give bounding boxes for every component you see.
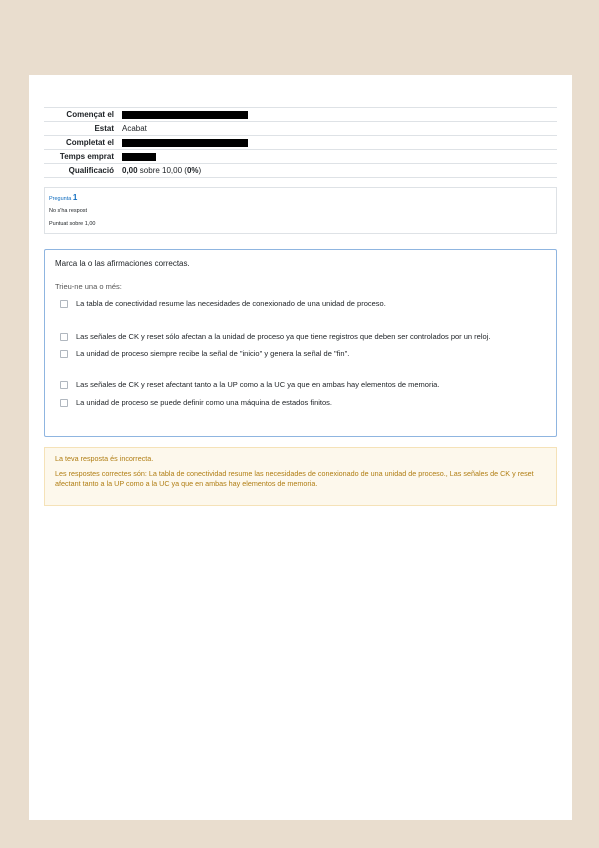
question-text: Marca la o las afirmaciones correctas. — [55, 259, 190, 268]
checkbox-icon[interactable] — [60, 350, 68, 358]
summary-row-completed — [44, 136, 557, 150]
checkbox-icon[interactable] — [60, 333, 68, 341]
answer-option-5[interactable] — [60, 398, 332, 407]
redacted-started-value — [122, 111, 248, 119]
answer-option-label: Las señales de CK y reset afectant tanto a la UP como a la UC ya que en ambas hay elementos de memoria. — [76, 380, 440, 389]
answer-option-4[interactable] — [60, 380, 439, 389]
review-page — [29, 75, 572, 820]
correct-answers-text: Les respostes correctes són: La tabla de conectividad resume las necesidades de conexionado de una unidad de proceso., Las señales de CK y reset afectant tanto a la UP como a la UC ya que en ambas hay elementos de memoria. — [55, 469, 534, 489]
question-label-text: Pregunta — [49, 196, 73, 202]
summary-row-started — [44, 108, 557, 122]
checkbox-icon[interactable] — [60, 381, 68, 389]
summary-row-time-taken — [44, 150, 557, 164]
answer-option-label: La tabla de conectividad resume las necesidades de conexionado de una unidad de proceso. — [76, 299, 386, 308]
grade-percent: 0% — [186, 166, 199, 175]
grade-out-of: sobre 10,00 ( — [137, 166, 187, 175]
answer-feedback-box — [44, 447, 557, 506]
question-info-box — [44, 187, 557, 234]
completed-label: Completat el — [65, 138, 114, 147]
answer-prompt: Trieu-ne una o més: — [55, 282, 122, 291]
answer-option-label: Las señales de CK y reset sólo afectan a la unidad de proceso ya que tiene registros que deben ser controlados por un reloj. — [76, 332, 491, 341]
time-taken-label: Temps emprat — [59, 152, 114, 161]
answer-option-3[interactable] — [60, 349, 349, 358]
state-label: Estat — [94, 124, 114, 133]
started-label: Començat el — [66, 110, 114, 119]
checkbox-icon[interactable] — [60, 300, 68, 308]
grade-value — [122, 166, 557, 175]
answer-option-label: La unidad de proceso se puede definir como una máquina de estados finitos. — [76, 398, 333, 407]
redacted-time-value — [122, 153, 156, 161]
grade-close: ) — [198, 166, 202, 175]
question-formulation-box — [44, 249, 557, 437]
question-max-mark: Puntuat sobre 1,00 — [49, 221, 96, 227]
question-status: No s'ha respost — [49, 208, 88, 214]
answer-option-label: La unidad de proceso siempre recibe la señal de "inicio" y genera la señal de "fin". — [76, 349, 350, 358]
answer-option-2[interactable] — [60, 332, 490, 341]
summary-row-state — [44, 122, 557, 136]
question-number-label — [49, 194, 77, 203]
grade-score: 0,00 — [122, 166, 138, 175]
attempt-summary-table — [44, 107, 557, 178]
summary-row-grade — [44, 164, 557, 178]
redacted-completed-value — [122, 139, 248, 147]
answer-option-1[interactable] — [60, 299, 386, 308]
question-number: 1 — [72, 193, 78, 202]
grade-label: Qualificació — [68, 166, 114, 175]
incorrect-message: La teva resposta és incorrecta. — [55, 454, 154, 463]
state-value: Acabat — [122, 124, 147, 133]
checkbox-icon[interactable] — [60, 399, 68, 407]
